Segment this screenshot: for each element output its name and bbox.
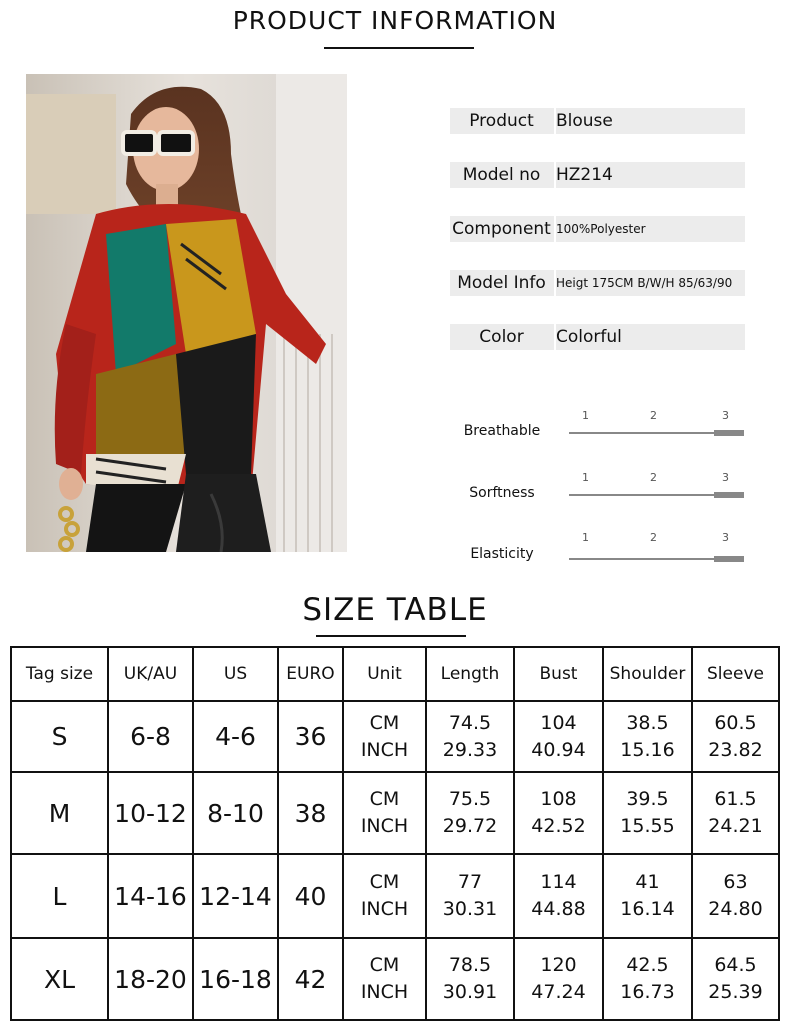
length-cm: 78.5 (448, 954, 492, 976)
shoulder-inch: 15.55 (620, 815, 675, 837)
cell-bust (514, 938, 603, 1020)
table-row (11, 854, 779, 938)
rating-scale-1: 1 (582, 471, 589, 484)
product-photo (26, 74, 347, 552)
cell-unit (343, 701, 426, 772)
header-length: Length (426, 647, 514, 701)
unit-cm: CM (369, 711, 400, 734)
cell-length (426, 854, 514, 938)
spec-row-model-no (450, 162, 745, 188)
length-inch: 30.31 (442, 898, 498, 920)
cell-bust (514, 701, 603, 772)
rating-scale-1: 1 (582, 409, 589, 422)
bust-cm: 120 (540, 954, 577, 976)
cell-uk: 18-20 (108, 938, 193, 1020)
spec-value: Colorful (556, 327, 622, 347)
sleeve-inch: 23.82 (708, 738, 763, 761)
spec-value: 100%Polyester (556, 222, 646, 236)
cell-sleeve (692, 701, 779, 772)
shoulder-cm: 38.5 (626, 711, 669, 734)
bust-inch: 42.52 (531, 815, 586, 837)
rating-level-marker (714, 430, 744, 436)
header-unit: Unit (343, 647, 426, 701)
bust-cm: 104 (540, 711, 577, 734)
cell-tag: XL (11, 938, 108, 1020)
rating-level-marker (714, 556, 744, 562)
cell-unit (343, 854, 426, 938)
cell-euro: 40 (278, 854, 343, 938)
cell-sleeve (692, 854, 779, 938)
table-row (11, 938, 779, 1020)
cell-length (426, 938, 514, 1020)
shoulder-inch: 16.73 (620, 981, 675, 1003)
length-cm: 74.5 (448, 711, 492, 734)
sleeve-inch: 24.80 (708, 898, 763, 920)
cell-uk: 6-8 (108, 701, 193, 772)
header-shoulder: Shoulder (603, 647, 692, 701)
cell-tag: L (11, 854, 108, 938)
bust-inch: 44.88 (531, 898, 586, 920)
cell-sleeve (692, 938, 779, 1020)
spec-label: Model Info (457, 273, 546, 293)
header-euro: EURO (278, 647, 343, 701)
size-table-title: SIZE TABLE (302, 592, 488, 628)
sleeve-cm: 60.5 (714, 711, 757, 734)
spec-label: Product (469, 111, 534, 131)
bust-inch: 47.24 (531, 981, 586, 1003)
table-header-row (11, 647, 779, 701)
header-bust: Bust (514, 647, 603, 701)
rating-scale-3: 3 (722, 409, 729, 422)
rating-scale-2: 2 (650, 471, 657, 484)
cell-unit (343, 772, 426, 854)
cell-length (426, 772, 514, 854)
length-inch: 30.91 (442, 981, 498, 1003)
cell-uk: 10-12 (108, 772, 193, 854)
unit-cm: CM (369, 954, 400, 976)
sleeve-inch: 24.21 (708, 815, 763, 837)
sleeve-cm: 61.5 (714, 788, 757, 810)
cell-uk: 14-16 (108, 854, 193, 938)
rating-scale-3: 3 (722, 531, 729, 544)
cell-bust (514, 854, 603, 938)
bust-cm: 114 (540, 871, 577, 893)
size-table-title-underline (316, 635, 466, 637)
table-row (11, 701, 779, 772)
header-uk-au: UK/AU (108, 647, 193, 701)
cell-us: 8-10 (193, 772, 278, 854)
rating-scale-2: 2 (650, 409, 657, 422)
cell-bust (514, 772, 603, 854)
rating-label: Sorftness (469, 485, 535, 501)
unit-inch: INCH (360, 981, 409, 1003)
cell-tag: S (11, 701, 108, 772)
rating-label: Breathable (463, 423, 541, 439)
rating-scale-3: 3 (722, 471, 729, 484)
shoulder-cm: 41 (635, 871, 660, 893)
cell-tag: M (11, 772, 108, 854)
spec-row-model-info (450, 270, 745, 296)
cell-us: 4-6 (193, 701, 278, 772)
spec-row-color (450, 324, 745, 350)
spec-label: Model no (462, 165, 541, 185)
cell-shoulder (603, 772, 692, 854)
size-table (10, 646, 780, 1021)
rating-level-marker (714, 492, 744, 498)
rating-scale-1: 1 (582, 531, 589, 544)
length-inch: 29.33 (442, 738, 498, 761)
unit-inch: INCH (360, 898, 409, 920)
unit-inch: INCH (360, 815, 409, 837)
bust-inch: 40.94 (531, 738, 586, 761)
cell-us: 16-18 (193, 938, 278, 1020)
cell-us: 12-14 (193, 854, 278, 938)
shoulder-cm: 42.5 (626, 954, 669, 976)
header-sleeve: Sleeve (692, 647, 779, 701)
shoulder-cm: 39.5 (626, 788, 669, 810)
spec-value: Blouse (556, 111, 613, 131)
spec-label: Color (479, 327, 524, 347)
length-cm: 75.5 (448, 788, 492, 810)
cell-euro: 36 (278, 701, 343, 772)
header-tag-size: Tag size (11, 647, 108, 701)
unit-inch: INCH (360, 738, 409, 761)
table-row (11, 772, 779, 854)
cell-shoulder (603, 938, 692, 1020)
cell-shoulder (603, 854, 692, 938)
cell-euro: 42 (278, 938, 343, 1020)
sleeve-inch: 25.39 (708, 981, 763, 1003)
shoulder-inch: 15.16 (620, 738, 675, 761)
cell-euro: 38 (278, 772, 343, 854)
length-cm: 77 (457, 871, 483, 893)
length-inch: 29.72 (442, 815, 498, 837)
unit-cm: CM (369, 871, 400, 893)
sleeve-cm: 64.5 (714, 954, 757, 976)
title-underline (324, 47, 474, 49)
rating-label: Elasticity (470, 546, 534, 562)
bust-cm: 108 (540, 788, 577, 810)
spec-value: HZ214 (556, 165, 613, 185)
page-title: PRODUCT INFORMATION (232, 6, 558, 35)
cell-sleeve (692, 772, 779, 854)
unit-cm: CM (369, 788, 400, 810)
sleeve-cm: 63 (723, 871, 748, 893)
cell-unit (343, 938, 426, 1020)
shoulder-inch: 16.14 (620, 898, 675, 920)
cell-shoulder (603, 701, 692, 772)
spec-row-product (450, 108, 745, 134)
spec-value: Heigt 175CM B/W/H 85/63/90 (556, 276, 733, 290)
rating-scale-2: 2 (650, 531, 657, 544)
cell-length (426, 701, 514, 772)
spec-row-component (450, 216, 745, 242)
spec-label: Component (452, 219, 551, 239)
header-us: US (193, 647, 278, 701)
